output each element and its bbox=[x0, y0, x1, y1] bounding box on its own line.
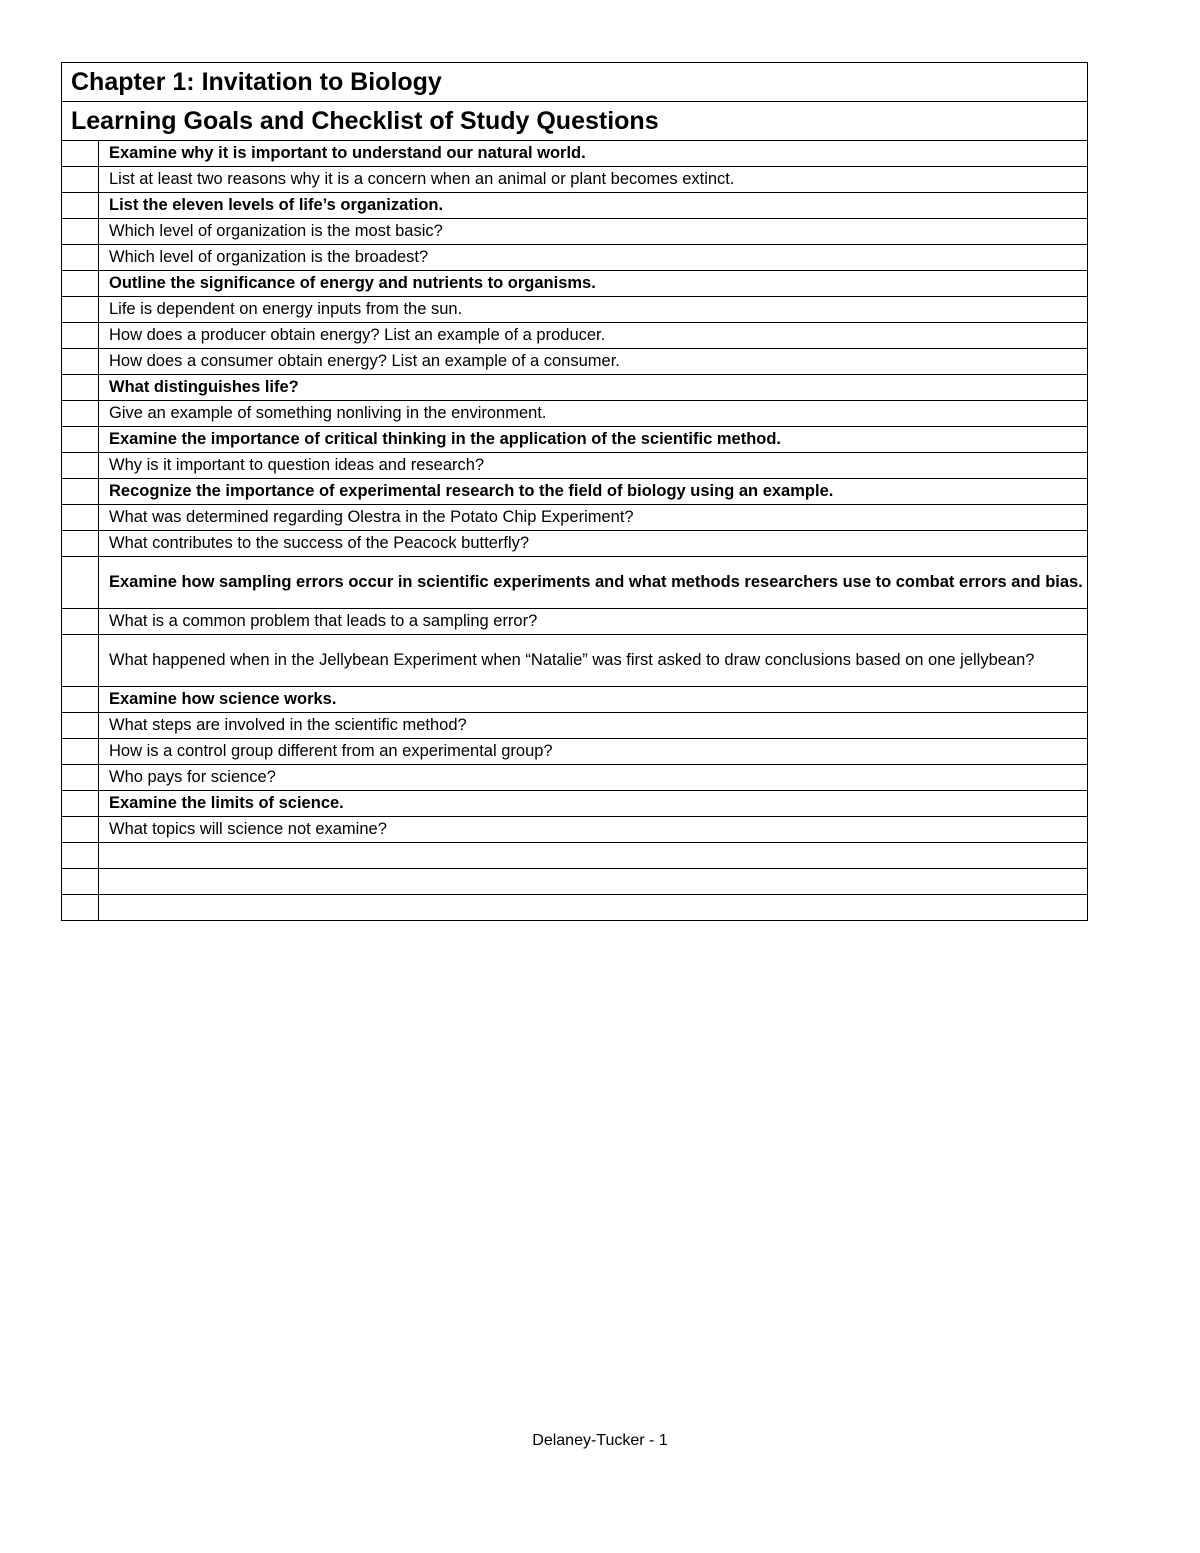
checkbox-cell[interactable] bbox=[62, 739, 99, 765]
checkbox-cell[interactable] bbox=[62, 609, 99, 635]
study-question-row bbox=[62, 505, 1088, 531]
study-question-row bbox=[62, 609, 1088, 635]
study-question-row bbox=[62, 817, 1088, 843]
checkbox-cell[interactable] bbox=[62, 895, 99, 921]
study-question-text: How does a producer obtain energy? List an example of a producer. bbox=[99, 323, 1088, 349]
checkbox-cell[interactable] bbox=[62, 193, 99, 219]
checkbox-cell[interactable] bbox=[62, 843, 99, 869]
study-question-row bbox=[62, 323, 1088, 349]
study-question-text: What happened when in the Jellybean Experiment when “Natalie” was first asked to draw conclusions based on one jellybean? bbox=[99, 635, 1088, 687]
study-question-row bbox=[62, 219, 1088, 245]
learning-goal-row bbox=[62, 557, 1088, 609]
checkbox-cell[interactable] bbox=[62, 817, 99, 843]
study-question-row bbox=[62, 401, 1088, 427]
chapter-title: Chapter 1: Invitation to Biology bbox=[62, 63, 1088, 102]
checkbox-cell[interactable] bbox=[62, 245, 99, 271]
study-question-text: What contributes to the success of the Peacock butterfly? bbox=[99, 531, 1088, 557]
learning-goal-row bbox=[62, 193, 1088, 219]
checkbox-cell[interactable] bbox=[62, 531, 99, 557]
checkbox-cell[interactable] bbox=[62, 349, 99, 375]
learning-goal-row bbox=[62, 375, 1088, 401]
checkbox-cell[interactable] bbox=[62, 427, 99, 453]
study-question-text: List at least two reasons why it is a concern when an animal or plant becomes extinct. bbox=[99, 167, 1088, 193]
study-question-row bbox=[62, 453, 1088, 479]
study-question-row bbox=[62, 245, 1088, 271]
study-question-text: What steps are involved in the scientific method? bbox=[99, 713, 1088, 739]
checkbox-cell[interactable] bbox=[62, 401, 99, 427]
learning-goal-row bbox=[62, 479, 1088, 505]
learning-goal-text: Examine the importance of critical thinking in the application of the scientific method. bbox=[99, 427, 1088, 453]
study-question-row bbox=[62, 765, 1088, 791]
checkbox-cell[interactable] bbox=[62, 765, 99, 791]
checkbox-cell[interactable] bbox=[62, 869, 99, 895]
checkbox-cell[interactable] bbox=[62, 505, 99, 531]
study-question-text: What was determined regarding Olestra in the Potato Chip Experiment? bbox=[99, 505, 1088, 531]
checkbox-cell[interactable] bbox=[62, 687, 99, 713]
page-footer: Delaney-Tucker - 1 bbox=[532, 1432, 668, 1449]
checkbox-cell[interactable] bbox=[62, 453, 99, 479]
study-question-text bbox=[99, 869, 1088, 895]
learning-goal-text: Examine how sampling errors occur in scientific experiments and what methods researchers use to combat errors and bias. bbox=[99, 557, 1088, 609]
study-question-text: Which level of organization is the most basic? bbox=[99, 219, 1088, 245]
study-question-text bbox=[99, 895, 1088, 921]
blank-row bbox=[62, 869, 1088, 895]
study-question-row bbox=[62, 297, 1088, 323]
learning-goal-text: Recognize the importance of experimental research to the field of biology using an example. bbox=[99, 479, 1088, 505]
study-question-row bbox=[62, 167, 1088, 193]
study-question-text: What topics will science not examine? bbox=[99, 817, 1088, 843]
checklist-subtitle: Learning Goals and Checklist of Study Questions bbox=[62, 102, 1088, 141]
learning-goal-row bbox=[62, 271, 1088, 297]
learning-goal-text: Outline the significance of energy and nutrients to organisms. bbox=[99, 271, 1088, 297]
study-question-text: Give an example of something nonliving in the environment. bbox=[99, 401, 1088, 427]
learning-goal-row bbox=[62, 791, 1088, 817]
study-checklist-table bbox=[61, 62, 1088, 921]
checkbox-cell[interactable] bbox=[62, 297, 99, 323]
checkbox-cell[interactable] bbox=[62, 557, 99, 609]
study-question-text: What is a common problem that leads to a sampling error? bbox=[99, 609, 1088, 635]
study-question-row bbox=[62, 713, 1088, 739]
learning-goal-row bbox=[62, 687, 1088, 713]
checkbox-cell[interactable] bbox=[62, 713, 99, 739]
checkbox-cell[interactable] bbox=[62, 323, 99, 349]
study-question-row bbox=[62, 635, 1088, 687]
subtitle-row bbox=[62, 102, 1088, 141]
checkbox-cell[interactable] bbox=[62, 635, 99, 687]
study-question-row bbox=[62, 739, 1088, 765]
learning-goal-row bbox=[62, 427, 1088, 453]
checkbox-cell[interactable] bbox=[62, 141, 99, 167]
title-row bbox=[62, 63, 1088, 102]
study-question-text: How is a control group different from an experimental group? bbox=[99, 739, 1088, 765]
study-question-row bbox=[62, 349, 1088, 375]
study-question-text: Who pays for science? bbox=[99, 765, 1088, 791]
learning-goal-text: Examine why it is important to understand our natural world. bbox=[99, 141, 1088, 167]
study-question-text: Life is dependent on energy inputs from the sun. bbox=[99, 297, 1088, 323]
checkbox-cell[interactable] bbox=[62, 375, 99, 401]
study-question-text: How does a consumer obtain energy? List an example of a consumer. bbox=[99, 349, 1088, 375]
study-question-text: Why is it important to question ideas and research? bbox=[99, 453, 1088, 479]
checkbox-cell[interactable] bbox=[62, 271, 99, 297]
blank-row bbox=[62, 895, 1088, 921]
checkbox-cell[interactable] bbox=[62, 167, 99, 193]
study-question-text bbox=[99, 843, 1088, 869]
study-question-text: Which level of organization is the broadest? bbox=[99, 245, 1088, 271]
learning-goal-row bbox=[62, 141, 1088, 167]
learning-goal-text: List the eleven levels of life’s organization. bbox=[99, 193, 1088, 219]
study-question-row bbox=[62, 531, 1088, 557]
checkbox-cell[interactable] bbox=[62, 479, 99, 505]
learning-goal-text: Examine the limits of science. bbox=[99, 791, 1088, 817]
checkbox-cell[interactable] bbox=[62, 219, 99, 245]
checkbox-cell[interactable] bbox=[62, 791, 99, 817]
learning-goal-text: What distinguishes life? bbox=[99, 375, 1088, 401]
blank-row bbox=[62, 843, 1088, 869]
learning-goal-text: Examine how science works. bbox=[99, 687, 1088, 713]
